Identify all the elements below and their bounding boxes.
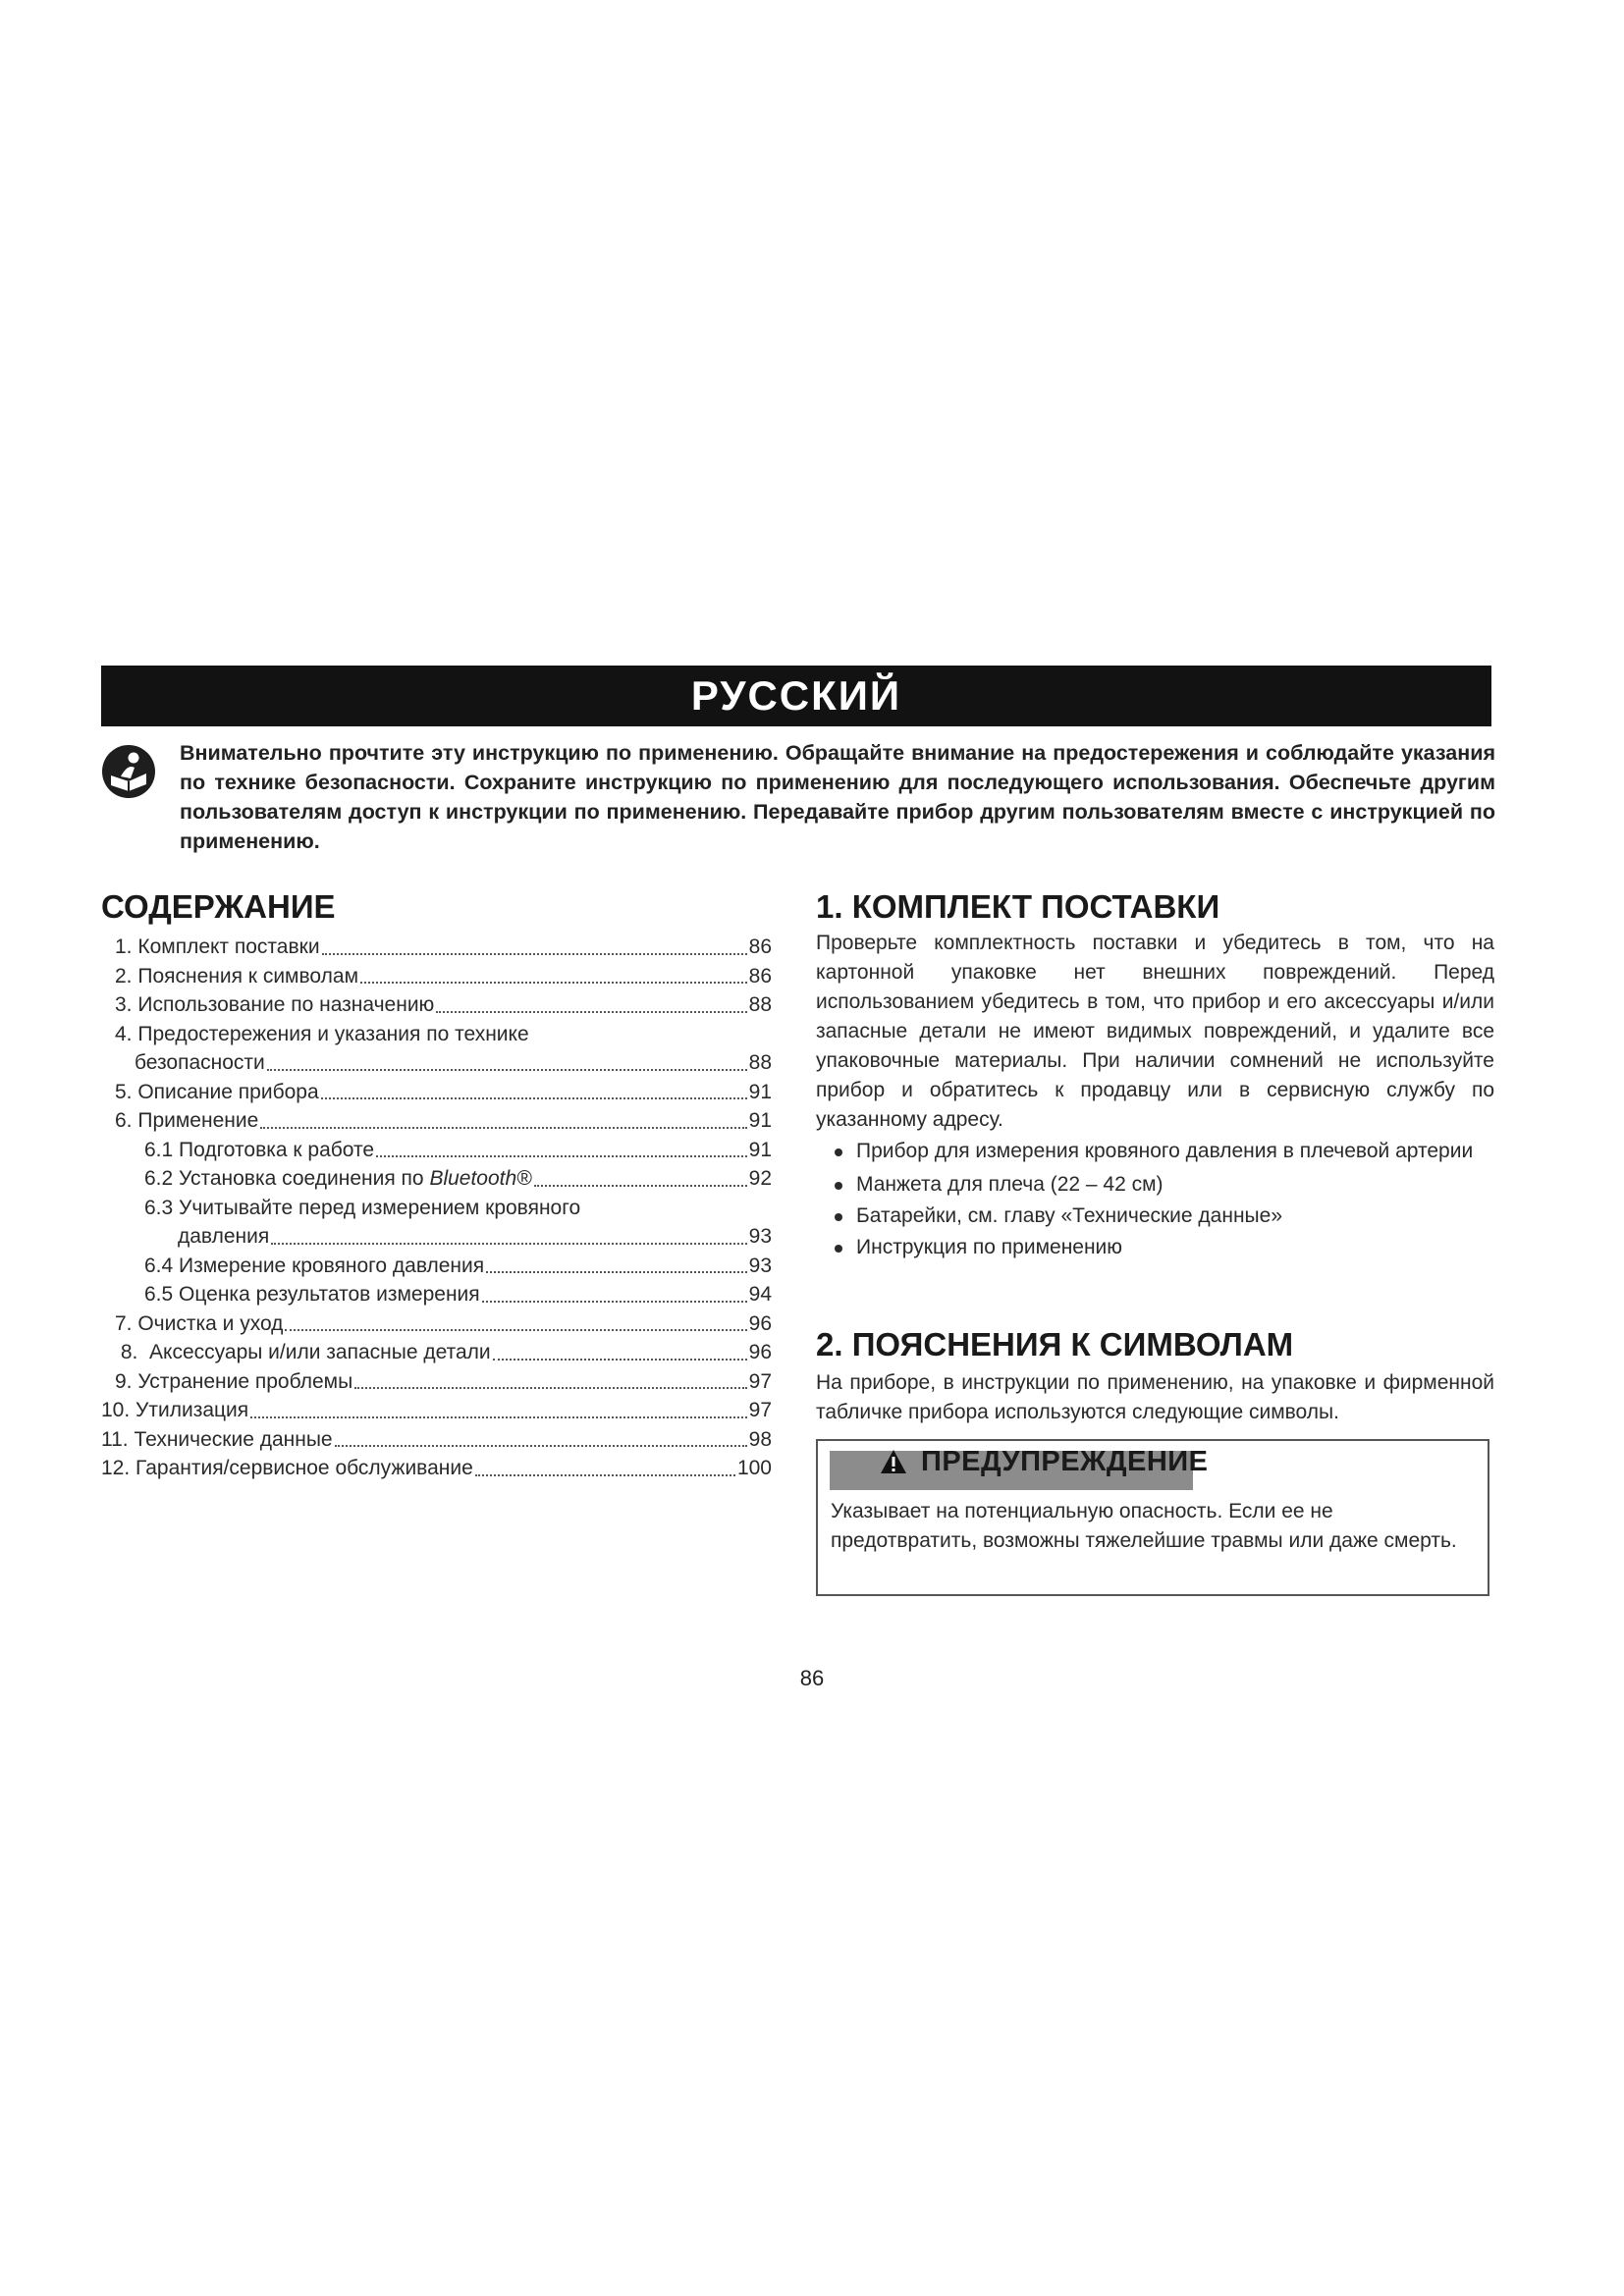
- toc-label: 11. Технические данные: [101, 1427, 333, 1451]
- list-item: Инструкция по применению: [831, 1233, 1498, 1262]
- toc-leader: [260, 1127, 746, 1129]
- toc-entry[interactable]: [101, 1194, 772, 1223]
- toc-leader: [493, 1359, 747, 1361]
- toc-label: 1. Комплект поставки: [115, 935, 320, 958]
- toc-page: 97: [748, 1399, 772, 1421]
- toc-entry[interactable]: [101, 1222, 772, 1252]
- toc-entry[interactable]: [101, 1252, 772, 1281]
- toc-page: 96: [748, 1341, 772, 1363]
- toc-leader: [534, 1185, 747, 1187]
- toc-leader: [321, 1097, 747, 1099]
- toc-label: 6.1 Подготовка к работе: [144, 1138, 375, 1161]
- toc-page: 96: [748, 1311, 772, 1335]
- toc-page: 86: [748, 964, 772, 988]
- toc-leader: [267, 1069, 747, 1071]
- toc-label: [144, 1164, 532, 1194]
- toc-entry[interactable]: [101, 1048, 772, 1078]
- toc-page: 93: [748, 1225, 772, 1248]
- toc-entry[interactable]: [101, 1020, 772, 1049]
- safety-notice: Внимательно прочтите эту инструкцию по применению. Обращайте внимание на предостережения и соблюдайте указания по технике безопасности. Сохраните инструкцию по применению для последующего использования. Обеспечьте другим пользователям доступ к инструкции по применению. Передавайте прибор другим пользователям вместе с инструкцией по применению.: [180, 741, 1495, 853]
- toc-leader: [335, 1445, 747, 1447]
- warning-title: ПРЕДУПРЕЖДЕНИЕ: [921, 1446, 1209, 1477]
- toc-label: 6.3 Учитывайте перед измерением кровяного: [144, 1196, 581, 1219]
- toc-label: 6.5 Оценка результатов измерения: [144, 1283, 480, 1306]
- toc-page: 93: [748, 1254, 772, 1277]
- toc-leader: [271, 1243, 746, 1245]
- toc-entry[interactable]: [101, 1367, 772, 1397]
- toc-label: 4. Предостережения и указания по технике: [115, 1022, 529, 1045]
- toc-label: 5. Описание прибора: [115, 1080, 319, 1103]
- symbols-text: На приборе, в инструкции по применению, на упаковке и фирменной табличке прибора используются следующие символы.: [816, 1371, 1494, 1423]
- warning-text: Указывает на потенциальную опасность. Если ее не предотвратить, возможны тяжелейшие травмы или даже смерть.: [831, 1500, 1457, 1552]
- toc-page: 100: [736, 1457, 772, 1479]
- toc-page: 92: [748, 1167, 772, 1190]
- toc-leader: [285, 1329, 746, 1331]
- toc-leader: [486, 1271, 747, 1273]
- toc-leader: [436, 1011, 746, 1013]
- toc-label: 12. Гарантия/сервисное обслуживание: [101, 1457, 473, 1479]
- toc-entry[interactable]: [101, 1454, 772, 1483]
- toc-label: 10. Утилизация: [101, 1399, 249, 1421]
- toc-label-text: 6.2 Установка соединения по: [144, 1167, 430, 1190]
- toc-leader: [376, 1155, 747, 1157]
- toc-entry[interactable]: [101, 1136, 772, 1165]
- toc-entry[interactable]: [101, 1280, 772, 1309]
- toc-leader: [360, 982, 747, 984]
- toc-entry[interactable]: [101, 962, 772, 991]
- toc-label: безопасности: [135, 1051, 265, 1074]
- section-title-symbols: 2. ПОЯСНЕНИЯ К СИМВОЛАМ: [816, 1326, 1294, 1362]
- toc-entry[interactable]: [101, 1106, 772, 1136]
- toc-entry[interactable]: [101, 1425, 772, 1455]
- toc-label-italic: Bluetooth®: [429, 1167, 532, 1190]
- toc-entry[interactable]: [101, 933, 772, 962]
- toc-leader: [475, 1474, 735, 1476]
- toc-page: 91: [748, 1138, 772, 1161]
- page-number: 86: [799, 1666, 825, 1690]
- toc-leader: [354, 1387, 746, 1389]
- toc-entry[interactable]: [101, 1309, 772, 1339]
- toc-entry[interactable]: [101, 1164, 772, 1194]
- toc-leader: [250, 1416, 747, 1418]
- toc-label: 6.4 Измерение кровяного давления: [144, 1254, 485, 1277]
- table-of-contents: [101, 933, 772, 1483]
- toc-label: 2. Пояснения к символам: [115, 964, 359, 988]
- toc-label: давления: [178, 1225, 270, 1248]
- toc-page: 97: [748, 1369, 772, 1393]
- delivery-text: Проверьте комплектность поставки и убедитесь в том, что на картонной упаковке нет внешних повреждений. Перед использованием убедитесь в том, что прибор и его аксессуары и/или запасные детали не имеют видимых повреждений, и удалите все упаковочные материалы. При наличии сомнений не используйте прибор и обратитесь к продавцу или в сервисную службу по указанному адресу.: [816, 932, 1494, 1131]
- toc-label: 8. Аксессуары и/или запасные детали: [115, 1341, 491, 1363]
- warning-triangle-icon: [880, 1449, 907, 1474]
- list-item: Батарейки, см. главу «Технические данные»: [831, 1201, 1498, 1231]
- toc-page: 88: [748, 1051, 772, 1074]
- toc-label: 9. Устранение проблемы: [115, 1369, 353, 1393]
- toc-page: 86: [748, 935, 772, 958]
- toc-label: 7. Очистка и уход: [115, 1311, 284, 1335]
- list-item: Прибор для измерения кровяного давления в плечевой артерии: [831, 1137, 1498, 1166]
- toc-page: 91: [748, 1109, 772, 1132]
- toc-label: 6. Применение: [115, 1109, 259, 1132]
- read-manual-icon: [101, 744, 156, 799]
- toc-page: 94: [748, 1283, 772, 1306]
- delivery-items-list: [831, 1137, 1498, 1264]
- toc-leader: [322, 953, 747, 955]
- toc-leader: [482, 1301, 747, 1303]
- toc-entry[interactable]: [101, 1078, 772, 1107]
- section-title-delivery: 1. КОМПЛЕКТ ПОСТАВКИ: [816, 888, 1220, 925]
- list-item: Манжета для плеча (22 – 42 см): [831, 1170, 1498, 1200]
- language-header: РУССКИЙ: [101, 666, 1491, 726]
- toc-page: 98: [748, 1427, 772, 1451]
- toc-entry[interactable]: [101, 1338, 772, 1367]
- toc-entry[interactable]: [101, 1396, 772, 1425]
- toc-entry[interactable]: [101, 990, 772, 1020]
- toc-label: 3. Использование по назначению: [115, 993, 435, 1016]
- toc-title: СОДЕРЖАНИЕ: [101, 888, 336, 925]
- toc-page: 88: [748, 993, 772, 1016]
- toc-page: 91: [748, 1080, 772, 1103]
